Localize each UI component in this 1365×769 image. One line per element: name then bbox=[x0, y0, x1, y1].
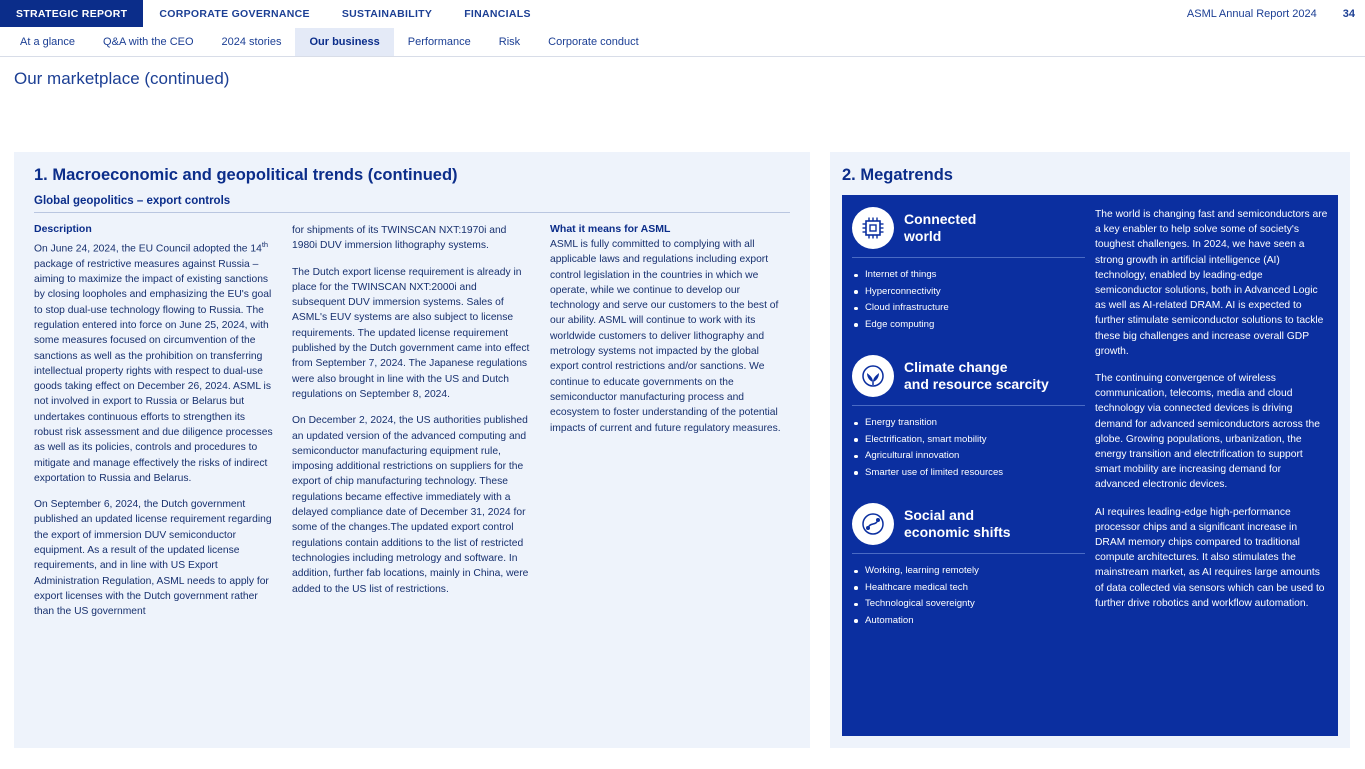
top-navigation-bar bbox=[0, 0, 1365, 28]
subtab-qa-label: Q&A with the CEO bbox=[103, 36, 194, 48]
list-item: Hyperconnectivity bbox=[852, 284, 1085, 301]
list-item: Edge computing bbox=[852, 317, 1085, 334]
desc-p1-part-b: package of restrictive measures against Russia – aiming to maximize the impact of existing sanctions by closing loopholes and emphasizing the EU's goal to stop dual-use technology flowing to Russia. The regulation entered into force on June 25, 2024, with some measures focused on circumvention of the sanctions as well as the prohibition on transferring intellectual property rights with respect to dual-use goods taking effect on December 26, 2024. ASML is not involved in export to Russia or Belarus but undertakes continuous efforts to strengthen its robust risk assessment and due diligence processes as well as its policies, controls and procedures to mitigate and manage effectively the risks of indirect exportation to Russia and Belarus. bbox=[34, 258, 273, 484]
top-nav-right bbox=[1187, 0, 1365, 27]
megatrend-2-title-line2: and resource scarcity bbox=[904, 376, 1049, 392]
sidebar-item-risk[interactable] bbox=[485, 28, 534, 56]
list-item: Energy transition bbox=[852, 415, 1085, 432]
subtab-risk-label: Risk bbox=[498, 36, 521, 48]
list-item: Agricultural innovation bbox=[852, 448, 1085, 465]
page-number: 34 bbox=[1342, 7, 1355, 20]
megatrend-1-title-line2: world bbox=[904, 228, 942, 244]
tab-strategic-report-label: STRATEGIC REPORT bbox=[16, 7, 128, 20]
megatrends-paragraph-2: The continuing convergence of wireless communication, telecoms, media and cloud technology via connected devices is driving demand for advanced semiconductors across the globe. Growing populations, urbanization, the energy transition and electrification to support smart mobility are increasing demand for advanced electronic devices. bbox=[1095, 373, 1320, 491]
tab-strategic-report[interactable] bbox=[0, 0, 143, 27]
subtab-corporate-conduct-label: Corporate conduct bbox=[548, 36, 639, 48]
column-description bbox=[34, 223, 274, 620]
report-title bbox=[1187, 8, 1317, 20]
tab-sustainability[interactable] bbox=[326, 0, 448, 27]
list-item: Cloud infrastructure bbox=[852, 300, 1085, 317]
tab-corporate-governance-label: CORPORATE GOVERNANCE bbox=[159, 7, 310, 20]
sidebar-item-performance[interactable] bbox=[394, 28, 485, 56]
megatrend-climate-change-title bbox=[904, 359, 1049, 393]
tab-financials[interactable] bbox=[448, 0, 547, 27]
megatrend-connected-world-title bbox=[904, 211, 976, 245]
sidebar-item-corporate-conduct[interactable] bbox=[534, 28, 653, 56]
list-item: Working, learning remotely bbox=[852, 563, 1085, 580]
megatrend-climate-change-bullets bbox=[852, 415, 1085, 481]
sidebar-item-qa-with-the-ceo[interactable] bbox=[89, 28, 207, 56]
megatrend-3-title-line1: Social and bbox=[904, 507, 975, 523]
subtab-stories-label: 2024 stories bbox=[221, 36, 282, 48]
sub-navigation-bar bbox=[0, 28, 1365, 57]
column2-paragraph-1: for shipments of its TWINSCAN NXT:1970i and 1980i DUV immersion lithography systems. bbox=[292, 225, 507, 252]
megatrend-social-economic-bullets bbox=[852, 563, 1085, 629]
section2-title: 2. Megatrends bbox=[842, 166, 953, 184]
megatrends-paragraph-1: The world is changing fast and semiconductors are a key enabler to help solve some of society's toughest challenges. In 2024, we have seen a strong growth in artificial intelligence (AI) technology, enabled by leading-edge semiconductor solutions, both in Advanced Logic as well as AI-related DRAM. AI is expected to further stimulate semiconductor solutions to tackle these big challenges and increase overall GDP growth. bbox=[1095, 209, 1328, 357]
list-item: Technological sovereignty bbox=[852, 596, 1085, 613]
megatrends-paragraph-3: AI requires leading-edge high-performance processor chips and a significant increase in DRAM memory chips compared to traditional compute architectures. It also stimulates the mainstream market, as AI requires large amounts of data collected via sensors which can be used to further drive robotics and workflow automation. bbox=[1095, 506, 1325, 609]
microchip-icon bbox=[852, 207, 894, 249]
section1-subhead-wrap bbox=[34, 195, 790, 213]
megatrend-climate-change-header bbox=[852, 355, 1085, 406]
tab-corporate-governance[interactable] bbox=[143, 0, 325, 27]
list-item: Internet of things bbox=[852, 267, 1085, 284]
megatrend-connected-world-header bbox=[852, 207, 1085, 258]
megatrend-1-title-line1: Connected bbox=[904, 211, 977, 227]
megatrend-climate-change bbox=[852, 355, 1085, 481]
subtab-at-a-glance-label: At a glance bbox=[20, 36, 76, 48]
section1-subheading: Global geopolitics – export controls bbox=[34, 195, 790, 213]
tab-financials-label: FINANCIALS bbox=[464, 7, 531, 20]
column-what-it-means-heading: What it means for ASML bbox=[550, 223, 671, 235]
megatrend-social-economic-shifts bbox=[852, 503, 1085, 629]
subtab-our-business-label: Our business bbox=[309, 36, 380, 48]
section1-columns bbox=[34, 223, 790, 620]
subtab-performance-label: Performance bbox=[407, 36, 471, 48]
sidebar-item-our-business[interactable] bbox=[295, 28, 393, 56]
tab-sustainability-label: SUSTAINABILITY bbox=[341, 7, 433, 20]
desc-p1-part-a: On June 24, 2024, the EU Council adopted the 14 bbox=[34, 243, 262, 255]
column-description-paragraph-2: On September 6, 2024, the Dutch government published an updated license requirement regarding the export of immersion DUV semiconductor equipment. As a result of the updated license requirements, and in line with US Export Administration Regulation, ASML needs to apply for export licenses with the Dutch government rather than the US government bbox=[34, 499, 272, 618]
megatrends-body-text bbox=[1095, 207, 1328, 726]
column-what-it-means-paragraph-1: ASML is fully committed to complying with all applicable laws and regulations including export control legislation in the countries in which we operate, while we continue to develop our technology and serve our customers to the best of our ability. ASML will continue to work with its worldwide customers to deliver lithography and metrology systems not impacted by the global export control restrictions and/or sanctions. We continue to educate governments on the semiconductor manufacturing process and ecosystem to foster understanding of the potential impacts of current and future regulatory measures. bbox=[550, 239, 781, 434]
desc-p1-superscript: th bbox=[261, 240, 269, 249]
megatrends-list bbox=[852, 207, 1085, 726]
megatrend-connected-world-bullets bbox=[852, 267, 1085, 333]
page-title: Our marketplace (continued) bbox=[14, 69, 230, 88]
megatrend-connected-world bbox=[852, 207, 1085, 333]
column-description-heading: Description bbox=[34, 223, 92, 235]
list-item: Smarter use of limited resources bbox=[852, 465, 1085, 482]
section-macroeconomic-geopolitical bbox=[14, 152, 810, 748]
brand-name: ASML bbox=[1186, 7, 1217, 20]
megatrends-blue-block bbox=[842, 195, 1338, 736]
list-item: Healthcare medical tech bbox=[852, 580, 1085, 597]
megatrend-3-title-line2: economic shifts bbox=[904, 524, 1011, 540]
column-description-paragraph-1 bbox=[34, 237, 274, 486]
column2-paragraph-3: On December 2, 2024, the US authorities published an updated version of the advanced computing and semiconductor manufacturing equipment rule, imposing additional restrictions on suppliers for the export of chip manufacturing technology. These regulations became effective immediately with a delayed compliance date of December 31, 2024 for some of the changes.The updated export control regulations contain additions to the list of restricted technologies including metrology and software. In addition, further fab locations, mainly in China, were added to the US list of restrictions. bbox=[292, 415, 529, 595]
top-nav-tabs bbox=[0, 0, 547, 27]
list-item: Electrification, smart mobility bbox=[852, 432, 1085, 449]
list-item: Automation bbox=[852, 613, 1085, 630]
section-megatrends bbox=[830, 152, 1350, 748]
sidebar-item-at-a-glance[interactable] bbox=[6, 28, 89, 56]
people-network-icon bbox=[852, 503, 894, 545]
megatrend-social-economic-header bbox=[852, 503, 1085, 554]
section1-title: 1. Macroeconomic and geopolitical trends (continued) bbox=[34, 166, 458, 184]
report-label: Annual Report 2024 bbox=[1216, 7, 1317, 20]
column2-paragraph-2: The Dutch export license requirement is already in place for the TWINSCAN NXT:2000i and subsequent DUV immersion systems. Sales of ASML's EUV systems are also subject to license requirements. The updated license requirement published by the Dutch government came into effect from September 7, 2024. The Japanese regulations were also brought in line with the US and Dutch regulations on September 8, 2024. bbox=[292, 266, 530, 400]
leaf-globe-icon bbox=[852, 355, 894, 397]
page-content bbox=[0, 152, 1365, 748]
megatrend-social-economic-title bbox=[904, 507, 1011, 541]
column-description-continued bbox=[292, 223, 532, 620]
column-what-it-means bbox=[550, 223, 790, 620]
megatrend-2-title-line1: Climate change bbox=[904, 359, 1008, 375]
sidebar-item-2024-stories[interactable] bbox=[208, 28, 296, 56]
